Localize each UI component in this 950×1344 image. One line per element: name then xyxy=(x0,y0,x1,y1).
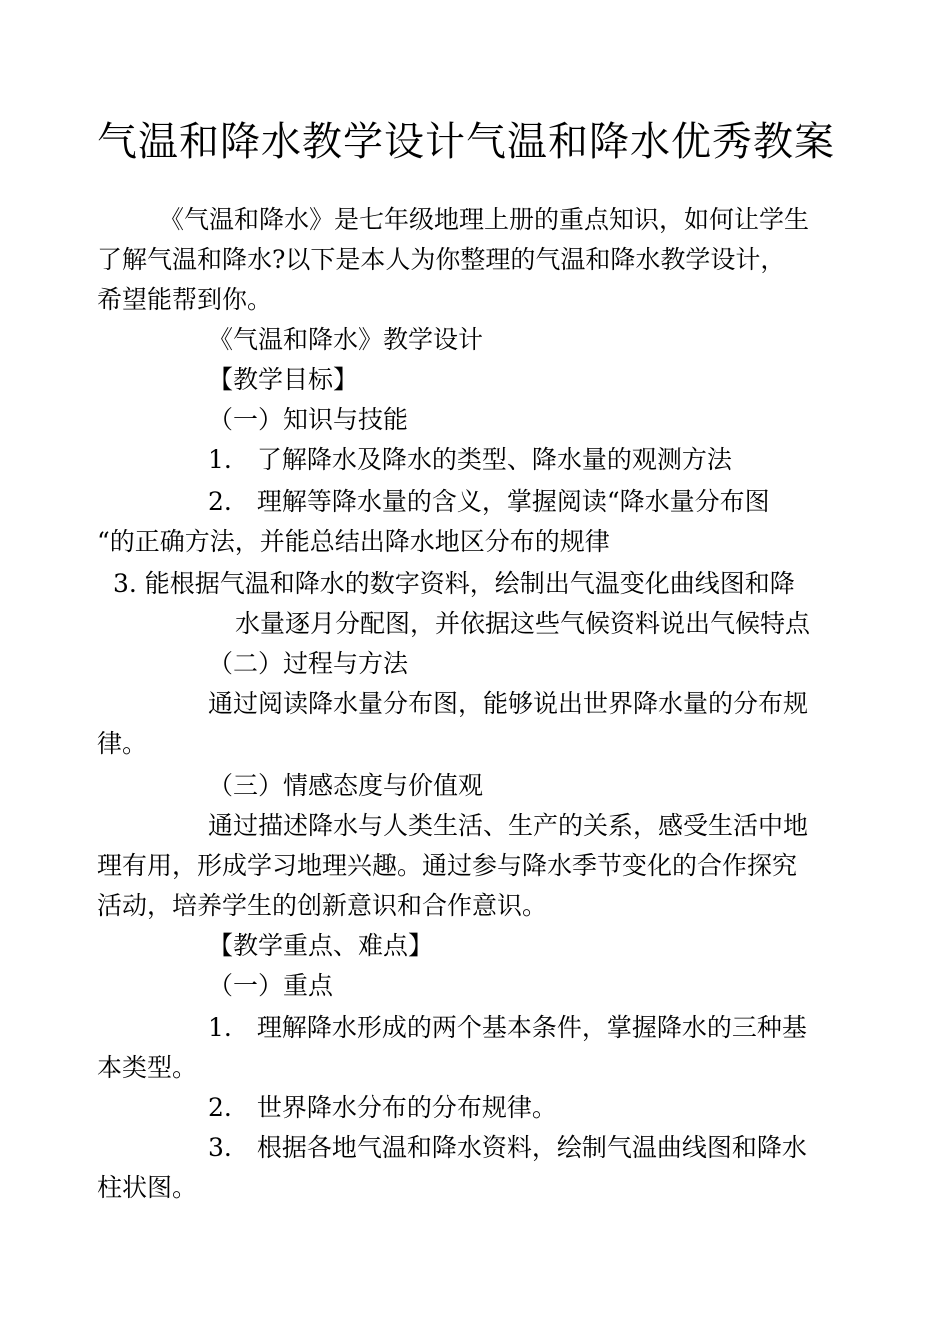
document-subtitle: 《气温和降水》教学设计 xyxy=(208,325,484,354)
knowledge-heading: （一）知识与技能 xyxy=(208,405,409,434)
focus-item-2: 2. 世界降水分布的分布规律。 xyxy=(208,1093,557,1122)
intro-line-3: 希望能帮到你。 xyxy=(97,285,273,314)
process-text-line-1: 通过阅读降水量分布图，能够说出世界降水量的分布规 xyxy=(208,689,809,718)
knowledge-item-2: 2. 理解等降水量的含义，掌握阅读“降水量分布图 xyxy=(208,487,770,516)
keypoints-heading: 【教学重点、难点】 xyxy=(208,931,434,960)
focus-item-1: 1. 理解降水形成的两个基本条件，掌握降水的三种基 xyxy=(208,1013,807,1042)
objectives-heading: 【教学目标】 xyxy=(208,365,359,394)
focus-item-3: 3. 根据各地气温和降水资料，绘制气温曲线图和降水 xyxy=(208,1133,807,1162)
focus-item-1-continued: 本类型。 xyxy=(97,1053,198,1082)
process-heading: （二）过程与方法 xyxy=(208,649,409,678)
knowledge-item-3: 3. 能根据气温和降水的数字资料，绘制出气温变化曲线图和降 xyxy=(113,569,795,598)
intro-line-2: 了解气温和降水?以下是本人为你整理的气温和降水教学设计， xyxy=(97,245,786,274)
focus-heading: （一）重点 xyxy=(208,971,334,1000)
emotion-text-line-3: 活动，培养学生的创新意识和合作意识。 xyxy=(97,891,548,920)
knowledge-item-3-continued: 水量逐月分配图，并依据这些气候资料说出气候特点 xyxy=(235,609,811,638)
document-title: 气温和降水教学设计气温和降水优秀教案 xyxy=(97,119,835,165)
intro-line-1: 《气温和降水》是七年级地理上册的重点知识，如何让学生 xyxy=(159,205,810,234)
emotion-text-line-1: 通过描述降水与人类生活、生产的关系，感受生活中地 xyxy=(208,811,809,840)
knowledge-item-1: 1. 了解降水及降水的类型、降水量的观测方法 xyxy=(208,445,732,474)
focus-item-3-continued: 柱状图。 xyxy=(97,1173,198,1202)
emotion-heading: （三）情感态度与价值观 xyxy=(208,771,484,800)
knowledge-item-2-continued: “的正确方法，并能总结出降水地区分布的规律 xyxy=(97,527,610,556)
process-text-line-2: 律。 xyxy=(97,729,148,758)
emotion-text-line-2: 理有用，形成学习地理兴趣。通过参与降水季节变化的合作探究 xyxy=(97,851,798,880)
